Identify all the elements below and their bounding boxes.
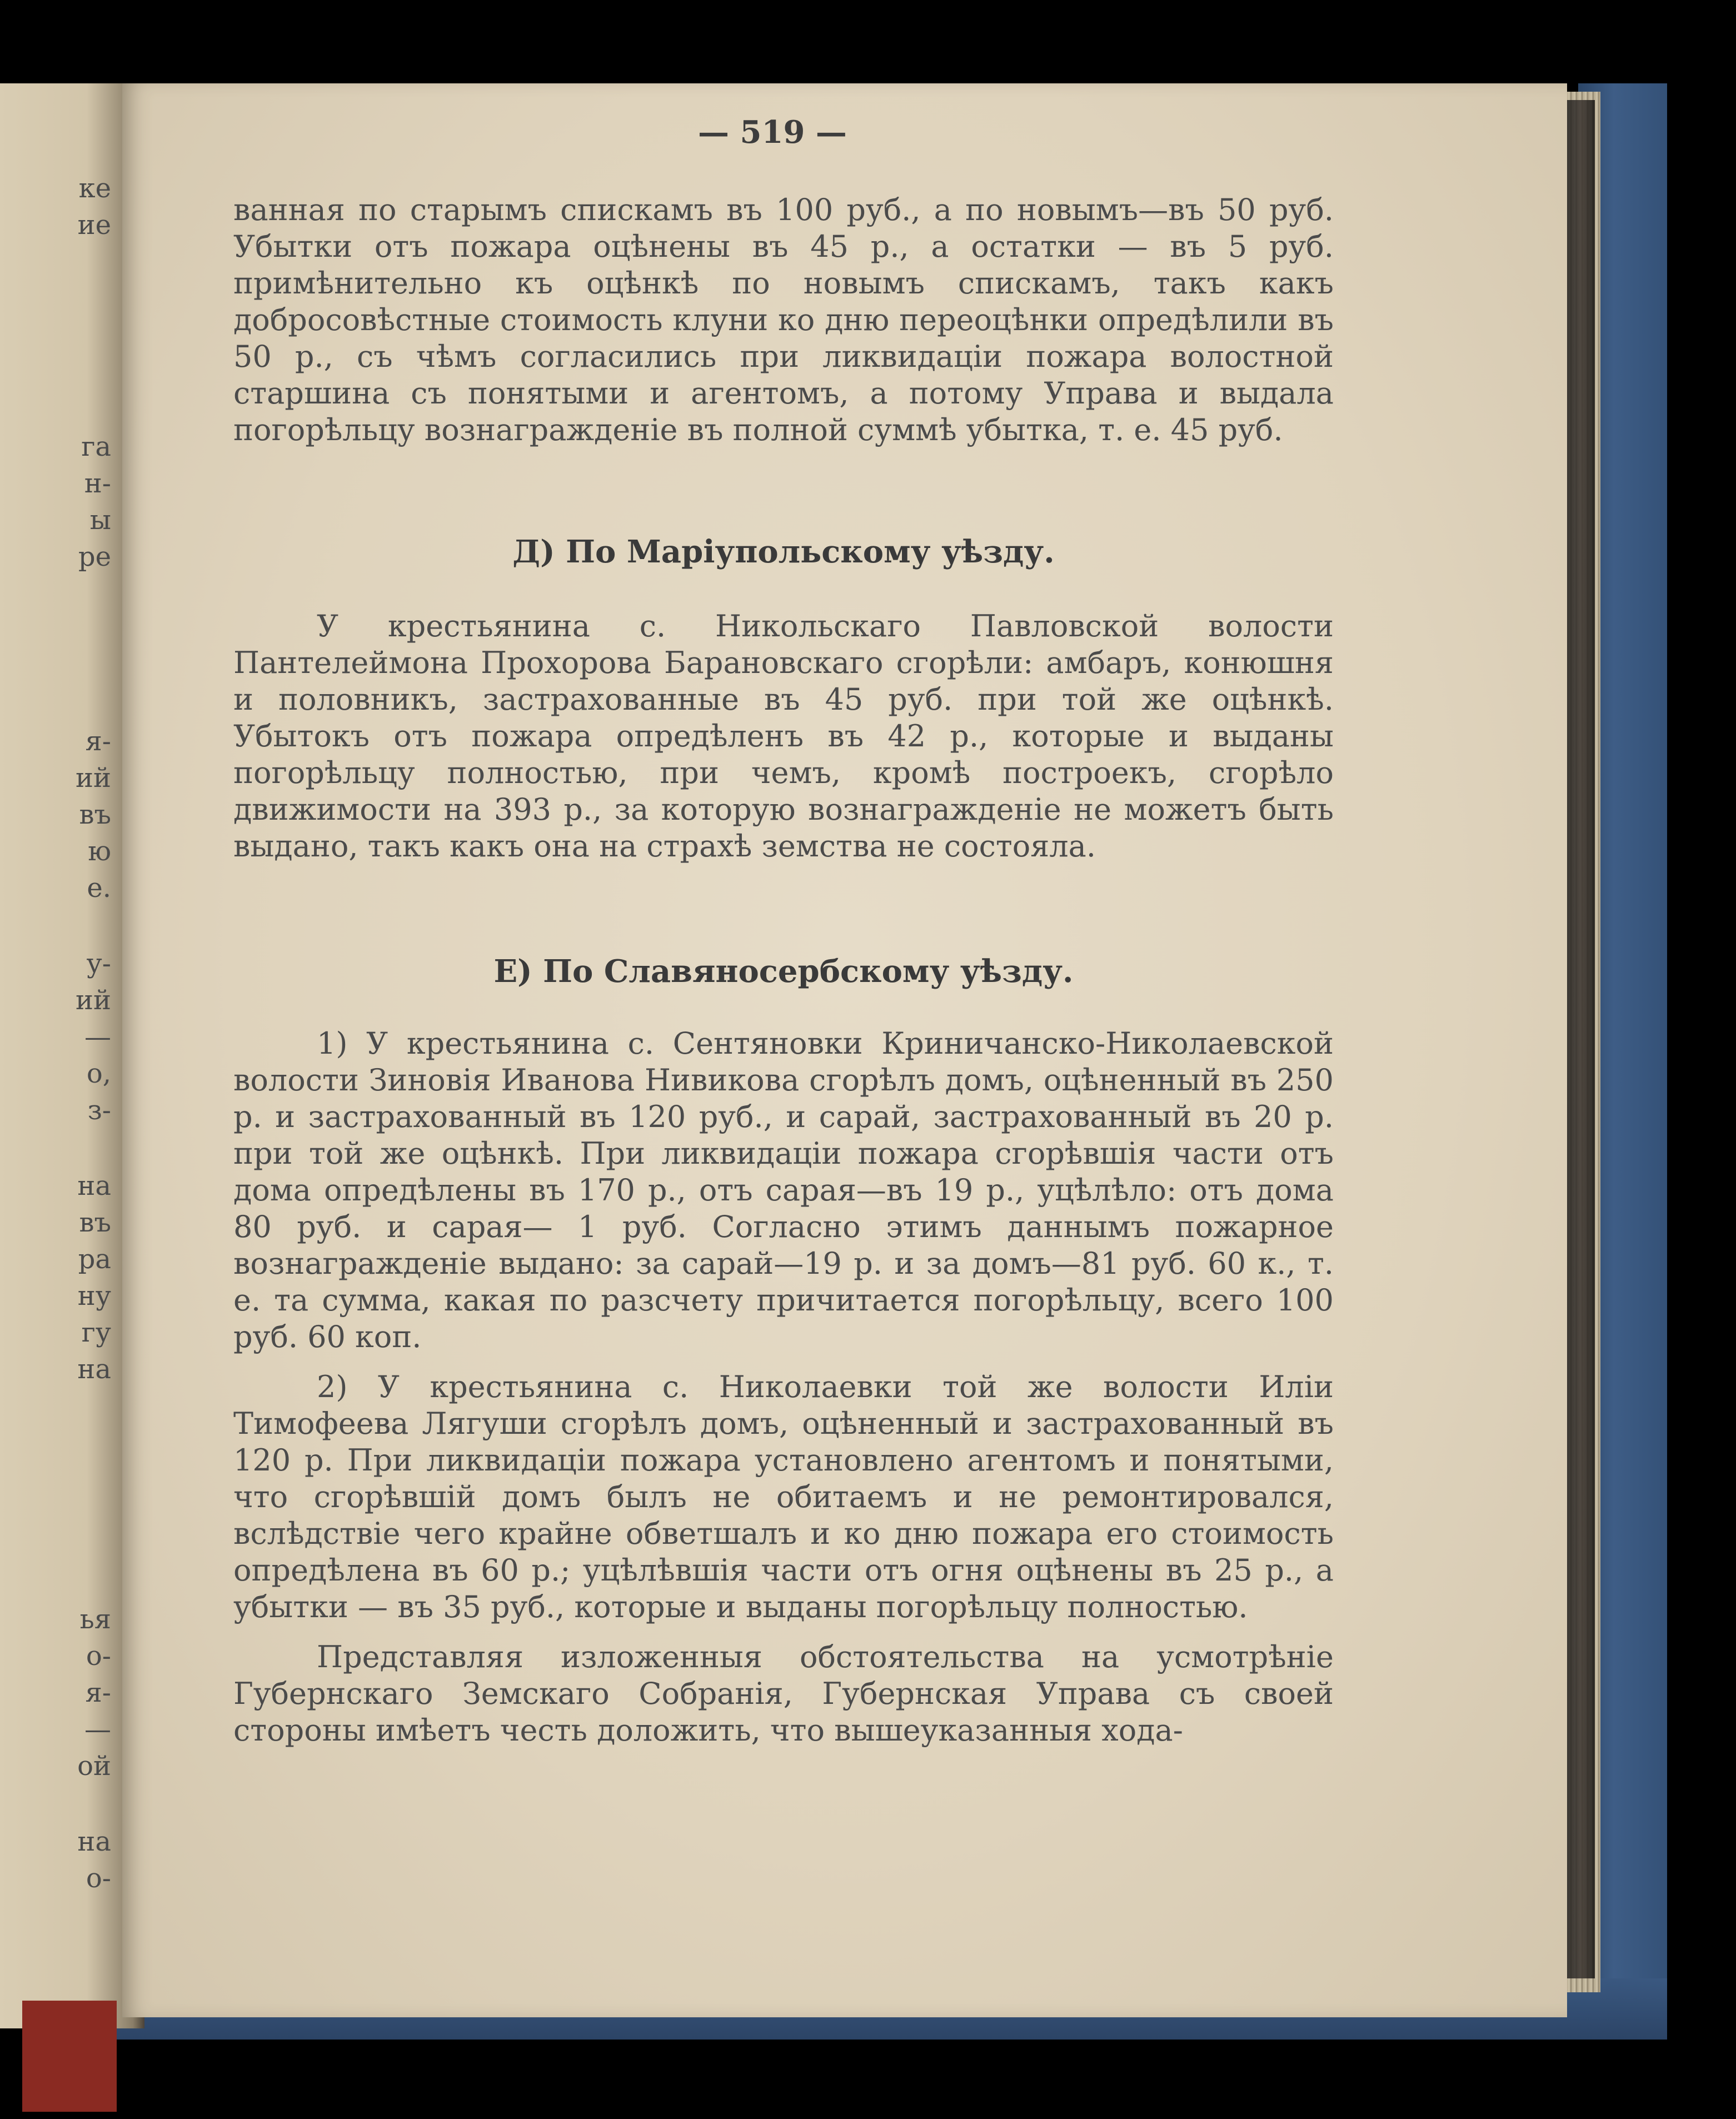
left-fragment: ы — [89, 505, 111, 536]
continuation-text — [233, 192, 1334, 448]
left-fragment: — — [84, 1021, 111, 1053]
left-fragment: о- — [86, 1863, 111, 1894]
left-fragment: въ — [79, 1207, 111, 1238]
section-e-text — [233, 1025, 1334, 1749]
left-fragment: я- — [85, 726, 111, 757]
paragraph-e2: 2) У крестьянина с. Николаевки той же волости Иліи Тимофеева Лягуши сгорѣлъ домъ, оцѣненный и застрахованный въ 120 р. При ликвидаціи пожара установлено агентомъ и понятыми, что сгорѣвшій домъ былъ не обитаемъ и не ремонтировался, вслѣдствіе чего крайне обветшалъ и ко дню пожара его стоимость опредѣлена въ 60 р.; уцѣлѣвшія части отъ огня оцѣнены въ 25 р., а убытки — въ 35 руб., которые и выданы погорѣльцу полностью. — [233, 1369, 1334, 1624]
left-fragment: з- — [87, 1095, 111, 1126]
left-fragment: ре — [78, 541, 111, 572]
left-fragment: ю — [88, 836, 111, 867]
red-page-edge — [22, 2001, 117, 2112]
left-fragment: гу — [81, 1317, 111, 1348]
paragraph-d: У крестьянина с. Никольскаго Павловской волости Пантелеймона Прохорова Барановскаго сгорѣли: амбаръ, конюшня и половникъ, застрахованные въ 45 руб. при той же оцѣнкѣ. Убытокъ отъ пожара опредѣленъ въ 42 р., которые и выданы погорѣльцу полностью, при чемъ, кромѣ построекъ, сгорѣло движимости на 393 р., за которую вознагражденіе не можетъ быть выдано, такъ какъ она на страхѣ земства не состояла. — [233, 609, 1334, 864]
left-fragment: е. — [87, 872, 111, 904]
left-fragment: я- — [85, 1677, 111, 1708]
left-fragment: н- — [84, 468, 111, 499]
left-fragment: въ — [79, 799, 111, 830]
continuation-paragraph: ванная по старымъ спискамъ въ 100 руб., а по новымъ—въ 50 руб. Убытки отъ пожара оцѣнены въ 45 р., а остатки — въ 5 руб. примѣнительно къ оцѣнкѣ по новымъ спискамъ, такъ какъ добросовѣстные стоимость клуни ко дню переоцѣнки опредѣлили въ 50 р., съ чѣмъ согласились при ликвидаціи пожара волостной старшина съ понятыми и агентомъ, а потому Управа и выдала погорѣльцу вознагражденіе въ полной суммѣ убытка, т. е. 45 руб. — [233, 192, 1334, 447]
paragraph-final: Представляя изложенныя обстоятельства на усмотрѣніе Губернскаго Земскаго Собранія, Губернская Управа съ своей стороны имѣетъ честь доложить, что вышеуказанныя хода- — [233, 1639, 1334, 1748]
section-heading-e: Е) По Славяносербскому уѣзду. — [493, 953, 1074, 990]
left-fragment: о, — [86, 1058, 111, 1089]
left-fragment: у- — [86, 948, 111, 979]
left-fragment: ий — [76, 762, 111, 794]
left-fragment: ра — [78, 1244, 111, 1275]
left-fragment: ий — [76, 985, 111, 1016]
left-fragment: на — [77, 1826, 111, 1857]
left-fragment: на — [77, 1354, 111, 1385]
left-fragment: га — [81, 431, 111, 462]
left-fragment: ья — [79, 1604, 111, 1635]
left-fragment: ну — [77, 1280, 111, 1312]
paragraph-e1: 1) У крестьянина с. Сентяновки Криничанско-Николаевской волости Зиновія Иванова Нивикова сгорѣлъ домъ, оцѣненный въ 250 р. и застрахованный въ 120 руб., и сарай, застрахованный въ 20 р. при той же оцѣнкѣ. При ликвидаціи пожара сгорѣвшія части отъ дома опредѣлены въ 170 р., отъ сарая—въ 19 р., уцѣлѣло: отъ дома 80 руб. и сарая— 1 руб. Согласно этимъ даннымъ пожарное вознагражденіе выдано: за сарай—19 р. и за домъ—81 руб. 60 к., т. е. та сумма, какая по разсчету причитается погорѣльцу, всего 100 руб. 60 коп. — [233, 1026, 1334, 1354]
page-number: — 519 — — [698, 114, 847, 151]
left-fragment: — — [84, 1714, 111, 1745]
left-fragment: на — [77, 1170, 111, 1201]
left-fragment: ке — [78, 173, 111, 204]
left-fragment: ие — [77, 210, 111, 241]
left-fragment: ой — [77, 1751, 111, 1782]
section-heading-d: Д) По Маріупольскому уѣзду. — [512, 534, 1055, 570]
section-d-text — [233, 608, 1334, 865]
left-fragment: о- — [86, 1641, 111, 1672]
